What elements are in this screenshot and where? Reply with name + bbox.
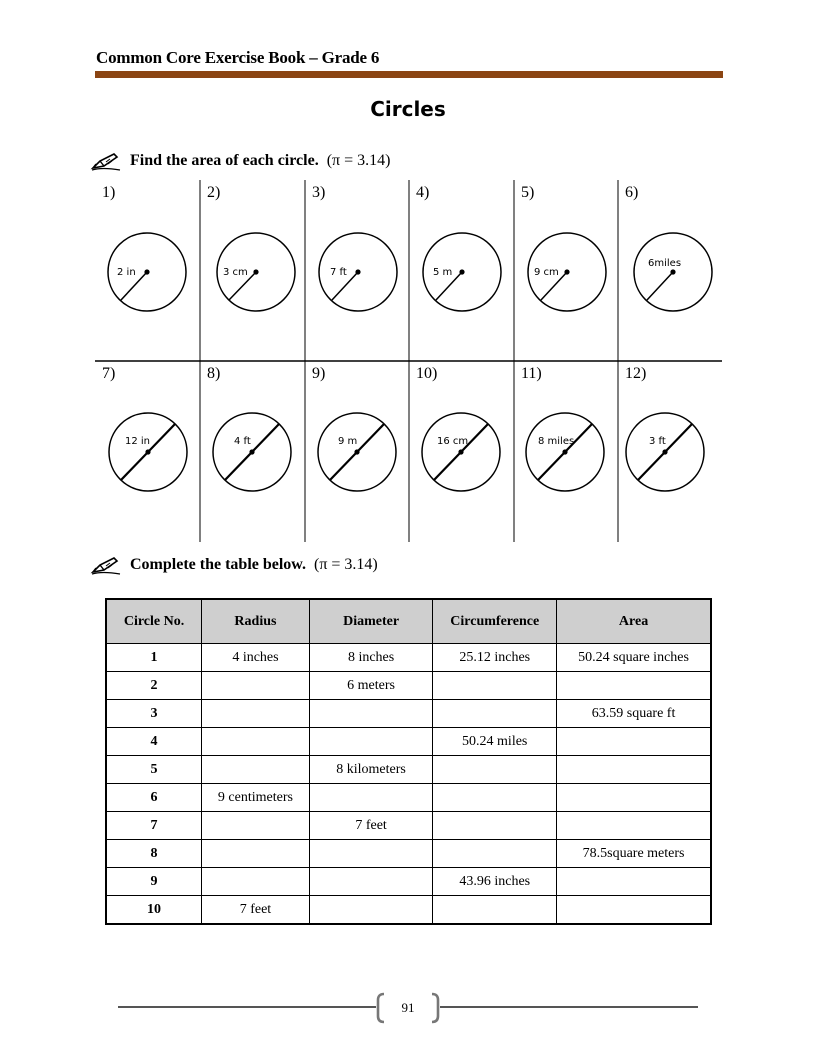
table-cell-circumference	[433, 896, 557, 925]
table-cell-circumference: 43.96 inches	[433, 868, 557, 896]
section2-instruction-text: Complete the table below.	[130, 556, 306, 573]
section2-instruction	[90, 554, 378, 576]
circle-diameter-diagram-12	[626, 413, 704, 491]
circle-diagrams	[95, 180, 722, 544]
column-header-circle-no: Circle No.	[106, 599, 202, 644]
table-cell-area	[557, 756, 711, 784]
table-cell-circle-no: 3	[106, 700, 202, 728]
table-cell-radius	[202, 672, 310, 700]
table-cell-radius	[202, 756, 310, 784]
table-header-row	[106, 599, 711, 644]
footer-rule-left	[118, 1006, 376, 1008]
pencil-writing-icon	[90, 150, 122, 172]
table-cell-diameter	[309, 896, 433, 925]
table-cell-area: 78.5square meters	[557, 840, 711, 868]
table-cell-radius	[202, 700, 310, 728]
table-body	[106, 644, 711, 925]
table-cell-circle-no: 9	[106, 868, 202, 896]
column-header-diameter: Diameter	[309, 599, 433, 644]
circle-diameter-diagram-10	[422, 413, 500, 491]
circle-label-7: 12 in	[125, 436, 151, 447]
table-cell-area	[557, 896, 711, 925]
table-cell-circumference: 25.12 inches	[433, 644, 557, 672]
problem-9-number: 9)	[312, 365, 326, 382]
column-header-area: Area	[557, 599, 711, 644]
column-header-radius: Radius	[202, 599, 310, 644]
page-number: 91	[401, 1000, 415, 1015]
table-cell-area	[557, 672, 711, 700]
table-cell-area	[557, 728, 711, 756]
circle-diameter-diagram-11	[526, 413, 604, 491]
circle-label-4: 5 m	[433, 267, 453, 278]
table-cell-circle-no: 8	[106, 840, 202, 868]
table-cell-area: 63.59 square ft	[557, 700, 711, 728]
table-row	[106, 840, 711, 868]
table-cell-diameter	[309, 868, 433, 896]
table-row	[106, 672, 711, 700]
column-header-circumference: Circumference	[433, 599, 557, 644]
table-cell-radius	[202, 868, 310, 896]
table-cell-diameter	[309, 840, 433, 868]
table-cell-diameter	[309, 784, 433, 812]
problem-7-number: 7)	[102, 365, 116, 382]
table-cell-circumference	[433, 700, 557, 728]
table-cell-area	[557, 812, 711, 840]
table-cell-radius: 7 feet	[202, 896, 310, 925]
table-cell-circle-no: 10	[106, 896, 202, 925]
table-cell-circumference	[433, 672, 557, 700]
page-title: Circles	[370, 97, 446, 121]
footer-rule-right	[440, 1006, 698, 1008]
table-cell-radius	[202, 812, 310, 840]
problem-12-number: 12)	[625, 365, 647, 382]
problem-1-number: 1)	[102, 184, 116, 201]
table-cell-diameter: 8 inches	[309, 644, 433, 672]
table-row	[106, 700, 711, 728]
table-cell-diameter	[309, 700, 433, 728]
circle-diameter-diagram-7	[109, 413, 187, 491]
problem-6-number: 6)	[625, 184, 639, 201]
table-cell-circle-no: 7	[106, 812, 202, 840]
problem-11-number: 11)	[521, 365, 542, 382]
header-rule	[95, 71, 723, 78]
problem-4-number: 4)	[416, 184, 430, 201]
circle-label-6: 6miles	[648, 258, 682, 269]
problem-10-number: 10)	[416, 365, 438, 382]
table-row	[106, 644, 711, 672]
table-cell-area	[557, 868, 711, 896]
table-cell-diameter: 8 kilometers	[309, 756, 433, 784]
table-row	[106, 728, 711, 756]
table-row	[106, 896, 711, 925]
circle-diameter-diagram-8	[213, 413, 291, 491]
table-cell-circumference	[433, 840, 557, 868]
table-cell-circle-no: 4	[106, 728, 202, 756]
table-cell-diameter	[309, 728, 433, 756]
circle-measurements-table	[105, 598, 712, 925]
table-cell-circumference	[433, 756, 557, 784]
table-cell-diameter: 6 meters	[309, 672, 433, 700]
table-row	[106, 812, 711, 840]
table-cell-circumference	[433, 812, 557, 840]
problem-2-number: 2)	[207, 184, 221, 201]
book-header-title: Common Core Exercise Book – Grade 6	[96, 48, 380, 67]
table-cell-area	[557, 784, 711, 812]
table-row	[106, 756, 711, 784]
circles-grid	[95, 180, 722, 544]
circle-label-10: 16 cm	[437, 436, 469, 447]
table-cell-circumference: 50.24 miles	[433, 728, 557, 756]
section1-pi-note: (π = 3.14)	[326, 152, 391, 169]
table-row	[106, 784, 711, 812]
table-row	[106, 868, 711, 896]
circle-label-11: 8 miles	[538, 436, 575, 447]
circle-radius-diagram-6	[634, 233, 712, 311]
table-cell-circle-no: 6	[106, 784, 202, 812]
circle-label-9: 9 m	[338, 436, 358, 447]
circle-label-3: 7 ft	[330, 267, 347, 278]
section1-instruction	[90, 150, 390, 172]
circle-diameter-diagram-9	[318, 413, 396, 491]
section1-instruction-text: Find the area of each circle.	[130, 152, 319, 169]
table-cell-radius: 9 centimeters	[202, 784, 310, 812]
circle-label-1: 2 in	[117, 267, 136, 278]
circle-label-2: 3 cm	[223, 267, 248, 278]
problem-3-number: 3)	[312, 184, 326, 201]
table-cell-radius	[202, 840, 310, 868]
problem-8-number: 8)	[207, 365, 221, 382]
circle-label-5: 9 cm	[534, 267, 559, 278]
table-cell-diameter: 7 feet	[309, 812, 433, 840]
table-cell-radius: 4 inches	[202, 644, 310, 672]
section2-pi-note: (π = 3.14)	[313, 556, 378, 573]
table-cell-area: 50.24 square inches	[557, 644, 711, 672]
table-cell-circle-no: 1	[106, 644, 202, 672]
table-cell-radius	[202, 728, 310, 756]
problem-5-number: 5)	[521, 184, 535, 201]
circle-label-8: 4 ft	[234, 436, 251, 447]
table-cell-circle-no: 2	[106, 672, 202, 700]
circle-label-12: 3 ft	[649, 436, 666, 447]
pencil-writing-icon	[90, 554, 122, 576]
table-cell-circle-no: 5	[106, 756, 202, 784]
table-cell-circumference	[433, 784, 557, 812]
